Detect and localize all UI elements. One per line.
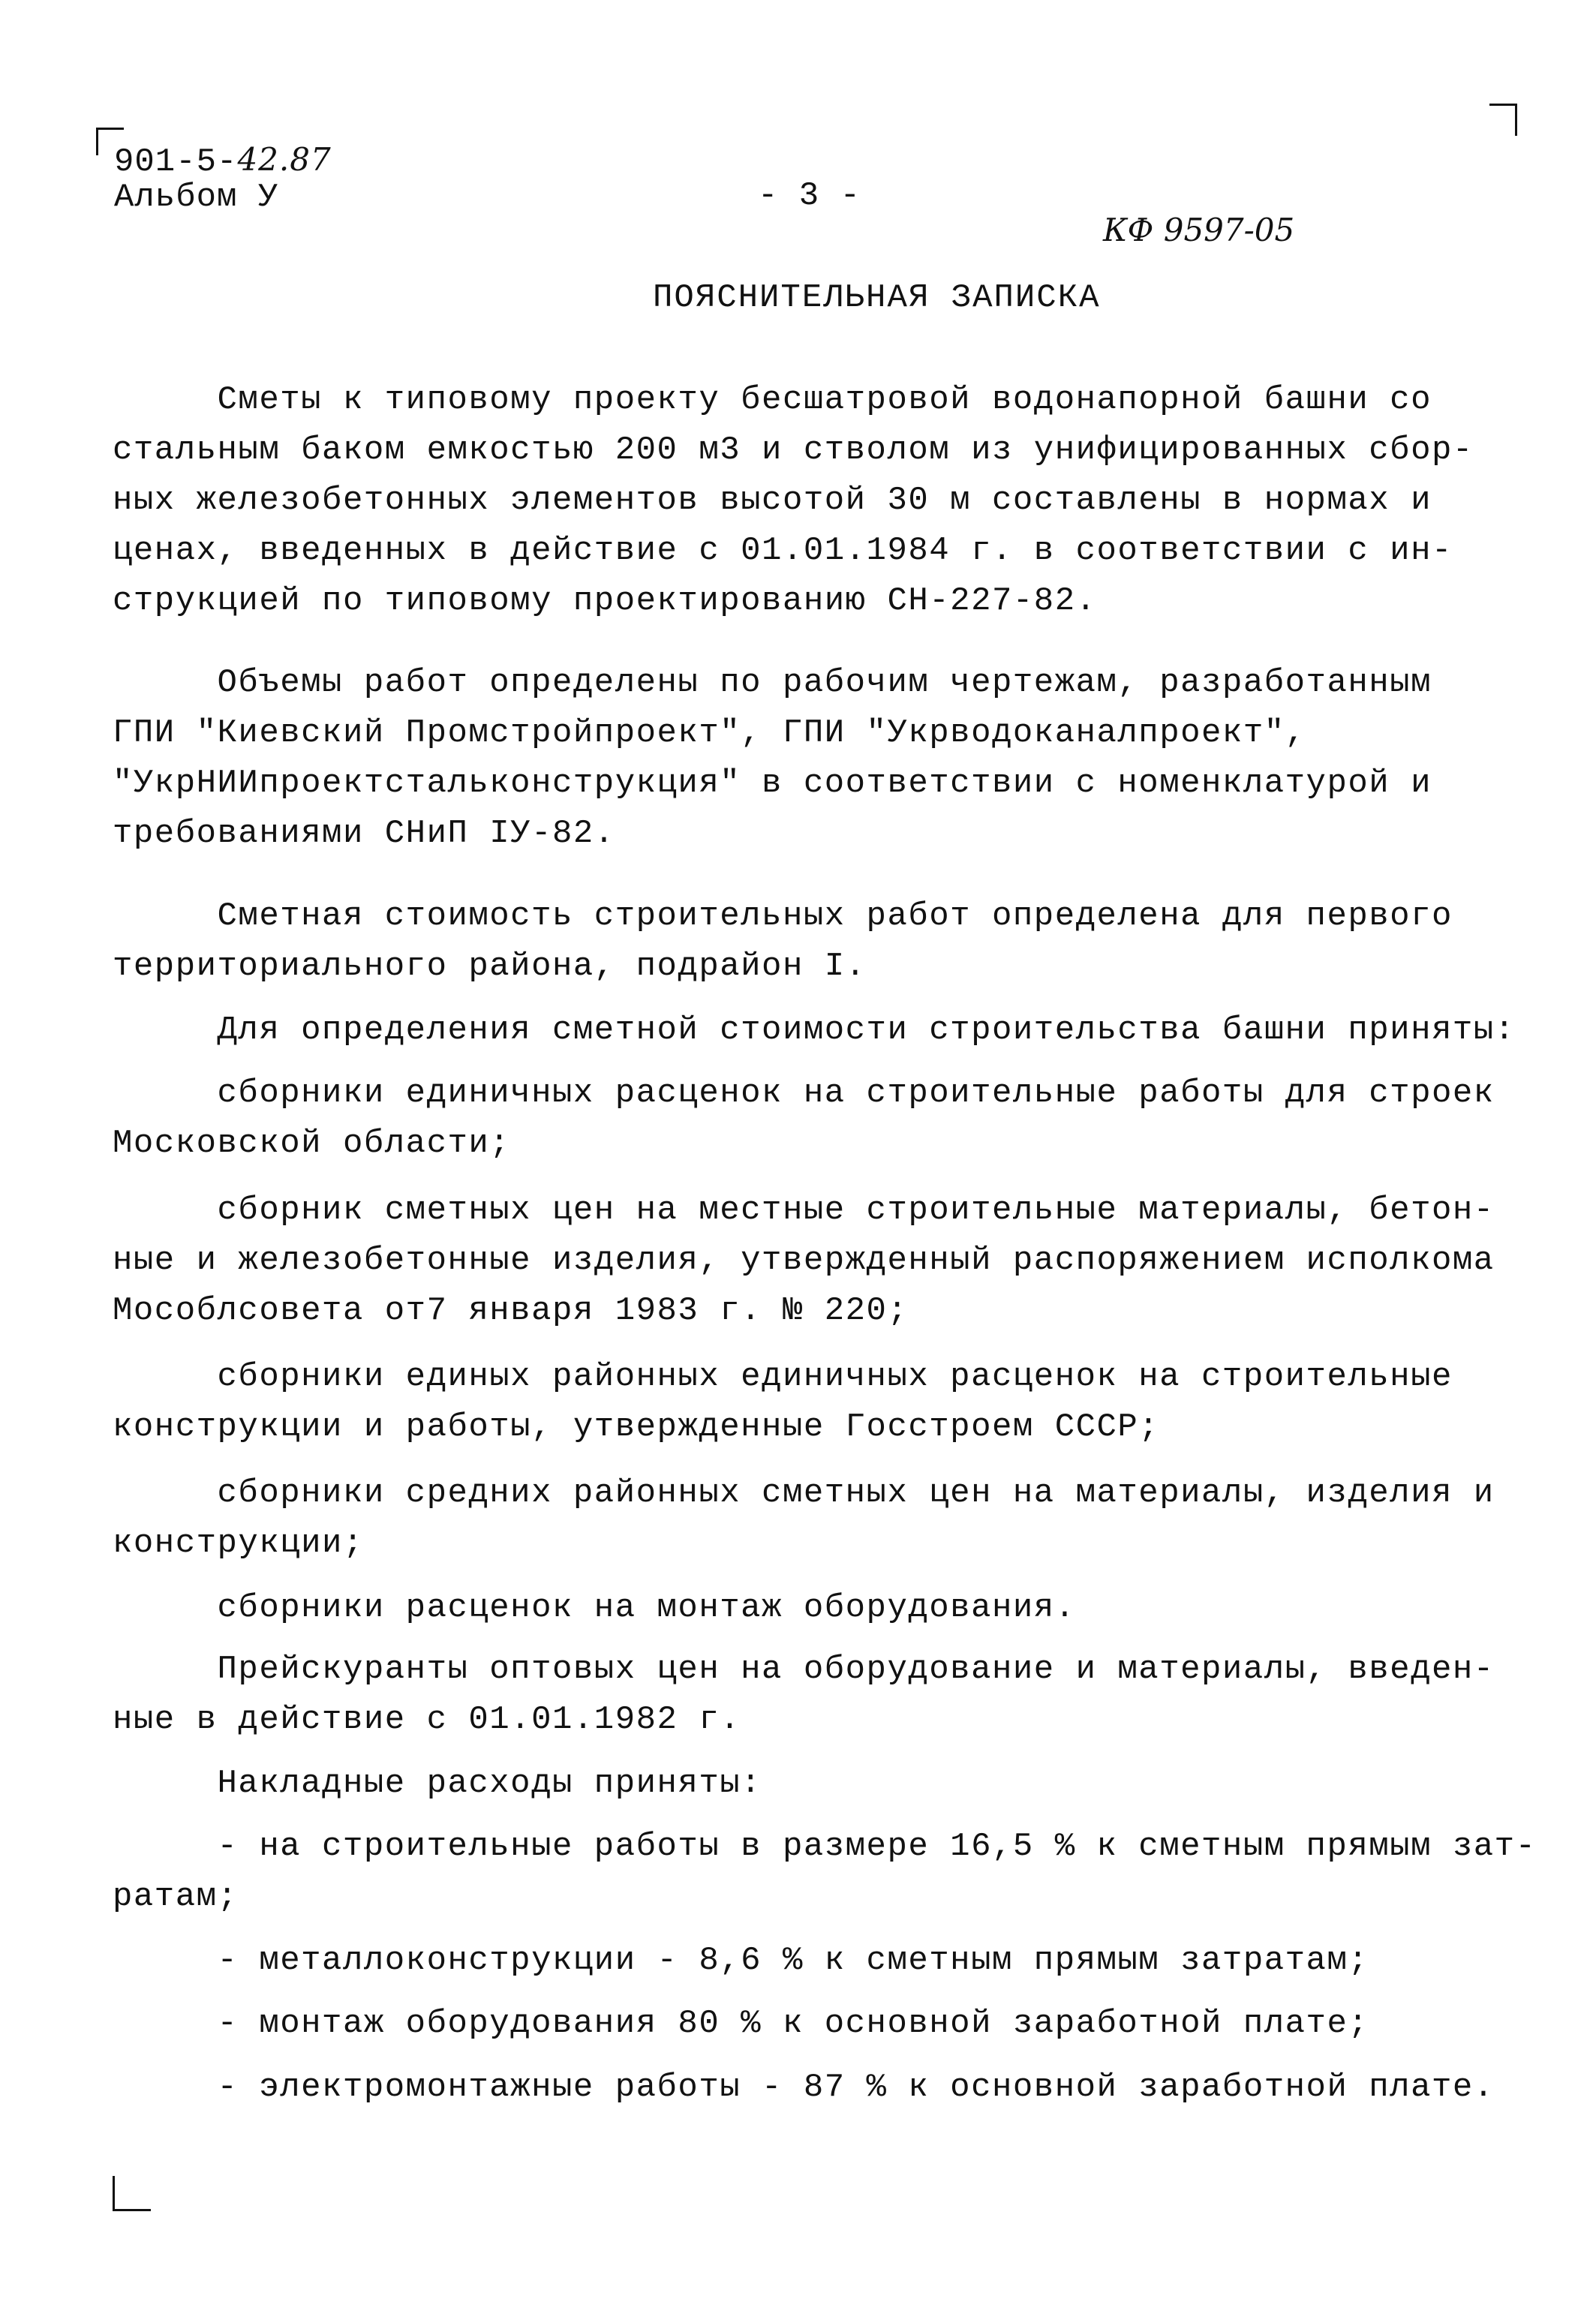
text-line: Сметы к типовому проекту бесшатровой водонапорной башни со [113, 381, 1432, 419]
text-line: требованиями СНиП IУ-82. [113, 815, 615, 852]
text-line: ных железобетонных элементов высотой 30 м составлены в нормах и [113, 482, 1432, 519]
project-code-printed: 901-5- [114, 143, 238, 181]
project-code [114, 141, 332, 181]
text-line: Прейскуранты оптовых цен на оборудование и материалы, введен- [113, 1651, 1495, 1688]
text-line: сборник сметных цен на местные строительные материалы, бетон- [113, 1192, 1495, 1229]
text-line: Для определения сметной стоимости строительства башни приняты: [113, 1011, 1516, 1049]
text-line: Накладные расходы приняты: [113, 1765, 762, 1802]
text-line: - металлоконструкции - 8,6 % к сметным прямым затратам; [113, 1942, 1369, 1979]
text-line: Сметная стоимость строительных работ определена для первого [113, 897, 1453, 935]
text-line: Московской области; [113, 1125, 511, 1162]
page-number: - 3 - [758, 177, 861, 215]
text-line: территориального района, подрайон I. [113, 948, 867, 985]
document-number: КФ 9597-05 [1103, 212, 1295, 248]
text-line: ценах, введенных в действие с 01.01.1984 г. в соответствии с ин- [113, 532, 1453, 569]
text-line: конструкции; [113, 1525, 364, 1562]
project-code-handwritten: 42.87 [237, 141, 332, 178]
text-line: - монтаж оборудования 80 % к основной заработной плате; [113, 2005, 1369, 2042]
text-line: стальным баком емкостью 200 м3 и стволом из унифицированных сбор- [113, 431, 1474, 469]
text-line: Мособлсовета от7 января 1983 г. № 220; [113, 1292, 909, 1330]
text-line: ГПИ "Киевский Промстройпроект", ГПИ "Укрводоканалпроект", [113, 714, 1306, 752]
text-line: ные в действие с 01.01.1982 г. [113, 1701, 741, 1739]
text-line: ратам; [113, 1878, 239, 1916]
corner-mark-top-right [1489, 104, 1517, 136]
text-line: струкцией по типовому проектированию СН-227-82. [113, 582, 1097, 620]
text-line: "УкрНИИпроектстальконструкция" в соответствии с номенклатурой и [113, 765, 1432, 802]
text-line: конструкции и работы, утвержденные Госстроем СССР; [113, 1408, 1160, 1446]
text-line: сборники расценок на монтаж оборудования. [113, 1589, 1076, 1627]
text-line: Объемы работ определены по рабочим чертежам, разработанным [113, 664, 1432, 702]
corner-mark-bottom-left [113, 2176, 151, 2211]
text-line: сборники единичных расценок на строительные работы для строек [113, 1074, 1495, 1112]
text-line: - электромонтажные работы - 87 % к основной заработной плате. [113, 2069, 1495, 2106]
text-line: - на строительные работы в размере 16,5 % к сметным прямым зат- [113, 1828, 1537, 1865]
page-title: ПОЯСНИТЕЛЬНАЯ ЗАПИСКА [653, 279, 1101, 317]
album-label: Альбом У [114, 179, 279, 216]
text-line: сборники средних районных сметных цен на материалы, изделия и [113, 1474, 1495, 1512]
text-line: сборники единых районных единичных расценок на строительные [113, 1358, 1453, 1396]
text-line: ные и железобетонные изделия, утвержденный распоряжением исполкома [113, 1242, 1495, 1279]
